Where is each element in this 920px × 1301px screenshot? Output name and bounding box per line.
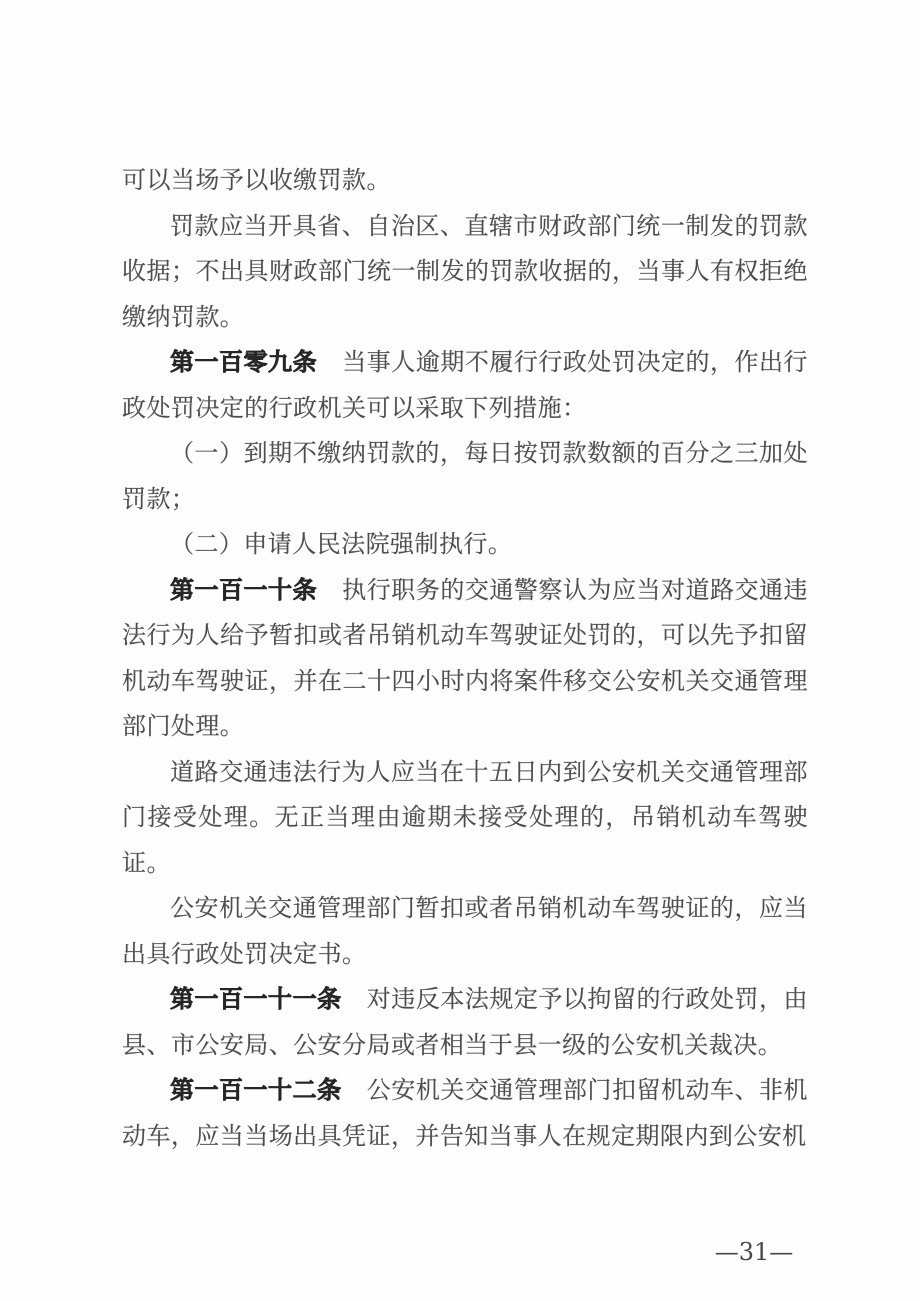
paragraph (122, 977, 808, 1068)
article-number: 第一百一十一条 (170, 985, 342, 1013)
paragraph (122, 204, 808, 341)
paragraph (122, 431, 808, 522)
paragraph (122, 568, 808, 750)
article-number: 第一百一十条 (170, 575, 318, 604)
paragraph-text: （一）到期不缴纳罚款的，每日按罚款数额的百分之三加处罚款； (122, 439, 808, 513)
paragraph (122, 340, 808, 431)
paragraph-text: （二）申请人民法院强制执行。 (170, 530, 513, 558)
article-number: 第一百一十二条 (170, 1076, 342, 1104)
document-text-block (122, 158, 808, 1159)
paragraph (122, 1068, 808, 1159)
paragraph (122, 750, 808, 887)
paragraph-text: 当事人逾期不履行行政处罚决定的，作出行政处罚决定的行政机关可以采取下列措施： (122, 348, 808, 422)
paragraph-text: 公安机关交通管理部门暂扣或者吊销机动车驾驶证的，应当出具行政处罚决定书。 (122, 894, 808, 968)
paragraph-text: 公安机关交通管理部门扣留机动车、非机动车，应当当场出具凭证，并告知当事人在规定期限内到公安机 (122, 1076, 808, 1150)
page-number: —31— (714, 1238, 794, 1266)
paragraph (122, 522, 808, 568)
article-number: 第一百零九条 (170, 348, 318, 376)
paragraph-text: 对违反本法规定予以拘留的行政处罚，由县、市公安局、公安分局或者相当于县一级的公安机关裁决。 (122, 985, 808, 1059)
paragraph (122, 158, 808, 204)
paragraph-text: 罚款应当开具省、自治区、直辖市财政部门统一制发的罚款收据；不出具财政部门统一制发的罚款收据的，当事人有权拒绝缴纳罚款。 (122, 211, 808, 331)
paragraph-text: 执行职务的交通警察认为应当对道路交通违法行为人给予暂扣或者吊销机动车驾驶证处罚的，可以先予扣留机动车驾驶证，并在二十四小时内将案件移交公安机关交通管理部门处理。 (122, 575, 808, 740)
paragraph-text: 道路交通违法行为人应当在十五日内到公安机关交通管理部门接受处理。无正当理由逾期未接受处理的，吊销机动车驾驶证。 (122, 757, 808, 877)
paragraph-text: 可以当场予以收缴罚款。 (122, 166, 391, 194)
paragraph (122, 886, 808, 977)
